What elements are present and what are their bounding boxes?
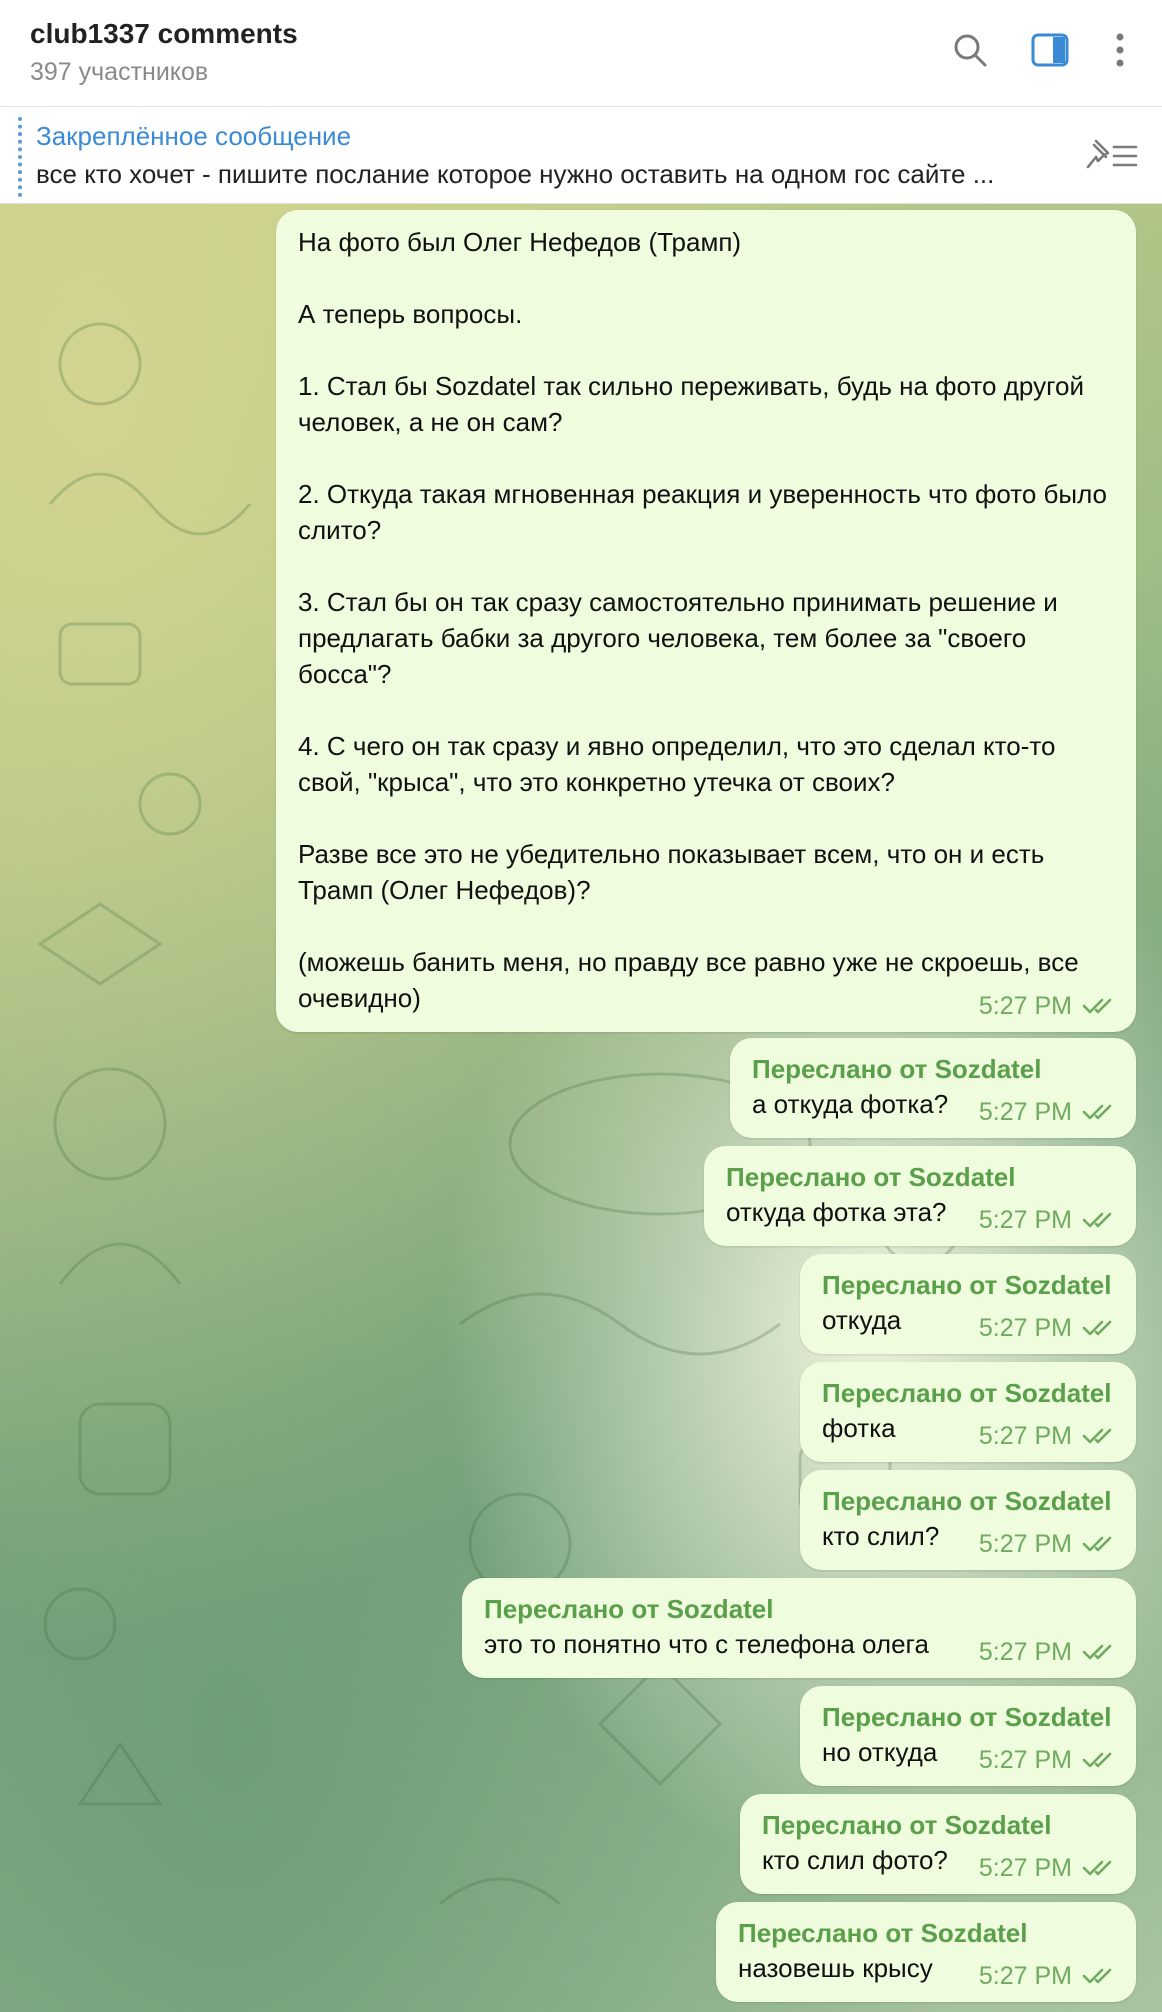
double-check-icon — [1082, 996, 1118, 1016]
message-bubble[interactable] — [704, 1146, 1136, 1246]
double-check-icon — [1082, 1642, 1118, 1662]
chat-header — [0, 0, 1162, 107]
message-meta — [979, 1634, 1118, 1670]
double-check-icon — [1082, 1534, 1118, 1554]
message-text: откуда фотка эта? — [726, 1197, 947, 1227]
double-check-icon — [1082, 1426, 1118, 1446]
message-bubble[interactable] — [800, 1254, 1136, 1354]
pinned-text: все кто хочет - пишите послание которое нужно оставить на одном гос сайте ... — [36, 159, 995, 189]
double-check-icon — [1082, 1318, 1118, 1338]
forwarded-from-label[interactable]: Переслано от Sozdatel — [484, 1594, 774, 1624]
sidebar-toggle-icon[interactable] — [1028, 28, 1072, 72]
message-time: 5:27 PM — [978, 1638, 1072, 1666]
message-meta — [979, 1418, 1118, 1454]
forwarded-from-label[interactable]: Переслано от Sozdatel — [822, 1270, 1112, 1300]
message-text: это то понятно что с телефона олега — [484, 1629, 929, 1659]
message-text: фотка — [822, 1413, 896, 1443]
message-text: На фото был Олег Нефедов (Трамп) А теперь вопросы. 1. Стал бы Sozdatel так сильно переживать, будь на фото другой человек, а не он сам? 2. Откуда такая мгновенная реакция и уверенность что фото было слито? 3. Стал бы он так сразу самостоятельно принимать решение и предлагать бабки за другого человека, тем более за "своего босса"? 4. С чего он так сразу и явно определил, что это сделал кто-то свой, "крыса", что это конкретно утечка от своих? Разве все это не убедительно показывает всем, что он и есть Трамп (Олег Нефедов)? (можешь банить меня, но правду все равно уже не скроешь, все очевидно) — [298, 227, 1108, 1013]
message-meta — [979, 1958, 1118, 1994]
search-icon[interactable] — [948, 28, 992, 72]
forwarded-from-label[interactable]: Переслано от Sozdatel — [752, 1054, 1042, 1084]
forwarded-from-label[interactable]: Переслано от Sozdatel — [822, 1486, 1112, 1516]
double-check-icon — [1082, 1750, 1118, 1770]
member-count[interactable]: 397 участников — [30, 58, 209, 86]
message-bubble[interactable] — [800, 1686, 1136, 1786]
message-meta — [979, 1094, 1118, 1130]
message-time: 5:27 PM — [978, 1854, 1072, 1882]
forwarded-from-label[interactable]: Переслано от Sozdatel — [738, 1918, 1028, 1948]
pin-list-icon[interactable] — [1082, 133, 1142, 177]
message-bubble[interactable] — [730, 1038, 1136, 1138]
message-bubble[interactable] — [740, 1794, 1136, 1894]
message-text: но откуда — [822, 1737, 938, 1767]
message-bubble[interactable] — [716, 1902, 1136, 2002]
message-bubble[interactable] — [800, 1362, 1136, 1462]
pinned-indicator — [18, 117, 26, 197]
double-check-icon — [1082, 1858, 1118, 1878]
message-text: кто слил фото? — [762, 1845, 948, 1875]
message-meta — [979, 1742, 1118, 1778]
forwarded-from-label[interactable]: Переслано от Sozdatel — [726, 1162, 1016, 1192]
chat-title[interactable]: club1337 comments — [30, 18, 298, 49]
forwarded-from-label[interactable]: Переслано от Sozdatel — [822, 1702, 1112, 1732]
double-check-icon — [1082, 1966, 1118, 1986]
message-meta — [979, 988, 1118, 1024]
message-time: 5:27 PM — [978, 1206, 1072, 1234]
chat-area[interactable] — [0, 204, 1162, 2012]
message-time: 5:27 PM — [978, 992, 1072, 1020]
message-text: кто слил? — [822, 1521, 940, 1551]
message-text: откуда — [822, 1305, 902, 1335]
message-text: назовешь крысу — [738, 1953, 933, 1983]
double-check-icon — [1082, 1210, 1118, 1230]
message-meta — [979, 1310, 1118, 1346]
message-meta — [979, 1850, 1118, 1886]
message-time: 5:27 PM — [978, 1530, 1072, 1558]
forwarded-from-label[interactable]: Переслано от Sozdatel — [822, 1378, 1112, 1408]
message-meta — [979, 1202, 1118, 1238]
more-vertical-icon[interactable] — [1098, 28, 1142, 72]
pinned-title: Закреплённое сообщение — [36, 121, 352, 151]
message-text: а откуда фотка? — [752, 1089, 949, 1119]
forwarded-from-label[interactable]: Переслано от Sozdatel — [762, 1810, 1052, 1840]
double-check-icon — [1082, 1102, 1118, 1122]
message-meta — [979, 1526, 1118, 1562]
pinned-message-bar[interactable] — [0, 107, 1162, 204]
message-bubble[interactable] — [800, 1470, 1136, 1570]
message-time: 5:27 PM — [978, 1314, 1072, 1342]
wallpaper-doodles — [20, 244, 260, 1944]
message-time: 5:27 PM — [978, 1422, 1072, 1450]
message-time: 5:27 PM — [978, 1098, 1072, 1126]
message-time: 5:27 PM — [978, 1962, 1072, 1990]
message-time: 5:27 PM — [978, 1746, 1072, 1774]
message-bubble[interactable] — [276, 210, 1136, 1032]
message-bubble[interactable] — [462, 1578, 1136, 1678]
